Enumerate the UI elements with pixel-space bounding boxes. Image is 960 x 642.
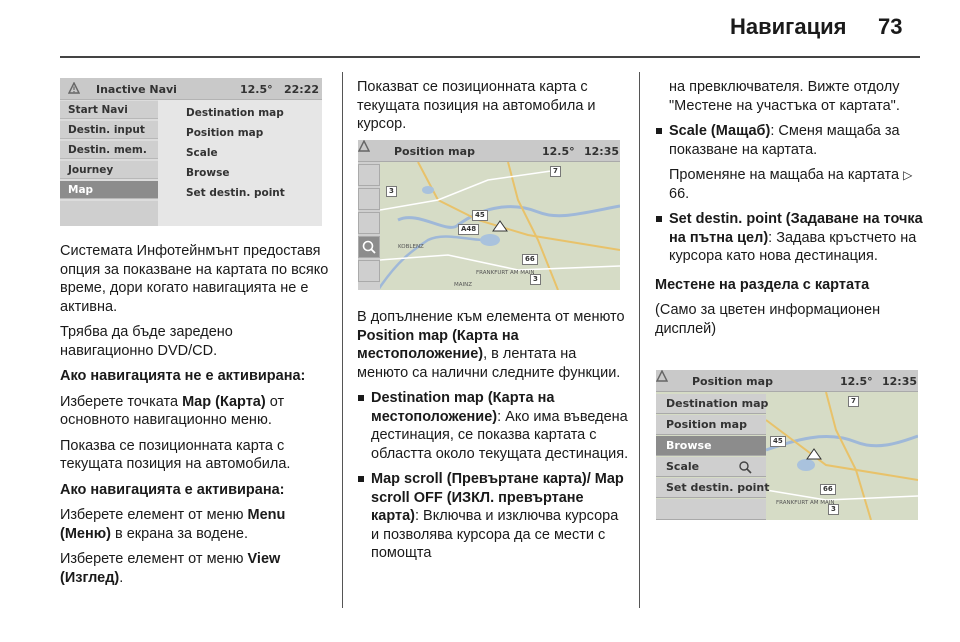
map-side-button[interactable] bbox=[358, 260, 380, 282]
screen-temperature: 12.5° bbox=[542, 145, 575, 158]
paragraph: В допълнение към елемента от менюто Position map (Карта на местоположение), в лентата на менюто са налични следните функции. bbox=[357, 309, 625, 381]
screen-time: 22:22 bbox=[284, 83, 320, 96]
screen-title: Inactive Navi bbox=[96, 83, 177, 96]
warning-icon bbox=[358, 140, 370, 152]
text-column-2-intro bbox=[357, 78, 629, 141]
paragraph: Изберете елемент от меню View (Изглед). bbox=[60, 551, 281, 586]
screen-title: Position map bbox=[394, 145, 475, 158]
warning-icon bbox=[656, 370, 668, 382]
menu-empty-area bbox=[60, 201, 158, 226]
paragraph: на превключвателя. Вижте отдолу "Местене на участъка от картата". bbox=[669, 79, 900, 114]
bullet-item: Map scroll (Превъртане карта)/ Map scroll OFF (ИЗКЛ. превъртане карта): Включва и изключва курсора и позволява курсора да се мести с помощта bbox=[357, 470, 629, 563]
bullet-item: Scale (Мащаб): Сменя мащаба за показване на картата. bbox=[655, 122, 925, 159]
header-rule bbox=[60, 56, 920, 58]
map-city-label: FRANKFURT AM MAIN bbox=[476, 270, 535, 276]
road-sign: 7 bbox=[550, 166, 561, 177]
road-sign: 45 bbox=[770, 436, 786, 447]
road-sign: 3 bbox=[828, 504, 839, 515]
paragraph: Променяне на мащаба на картата ▷ 66. bbox=[669, 167, 913, 202]
zoom-magnifier-icon bbox=[738, 460, 752, 474]
road-sign: 7 bbox=[848, 396, 859, 407]
warning-icon bbox=[68, 82, 80, 94]
screen-temperature: 12.5° bbox=[240, 83, 273, 96]
submenu-scale[interactable]: Scale bbox=[186, 147, 218, 159]
map-graphic bbox=[358, 140, 620, 290]
road-sign: 3 bbox=[386, 186, 397, 197]
paragraph: Изберете елемент от меню Menu (Меню) в екрана за водене. bbox=[60, 507, 286, 542]
menu-item-set-destin-point[interactable]: Set destin. point bbox=[656, 478, 766, 498]
menu-empty-area bbox=[656, 499, 766, 520]
road-sign: 66 bbox=[820, 484, 836, 495]
page-header-title: Навигация bbox=[730, 14, 847, 39]
screen-time: 12:35 bbox=[882, 375, 918, 388]
paragraph: Изберете точката Map (Карта) от основното навигационно меню. bbox=[60, 393, 285, 428]
screen-status-bar bbox=[60, 78, 322, 100]
submenu-set-destin-point[interactable]: Set destin. point bbox=[186, 187, 285, 199]
road-sign: 45 bbox=[472, 210, 488, 221]
cursor-arrow-icon bbox=[492, 220, 508, 232]
menu-item-position-map[interactable]: Position map bbox=[656, 415, 766, 435]
subheading: Ако навигацията не е активирана: bbox=[60, 368, 306, 384]
map-status-bar bbox=[358, 140, 620, 162]
screen-position-map bbox=[358, 140, 620, 290]
paragraph: Показват се позиционната карта с текущата позиция на автомобила и курсор. bbox=[357, 79, 596, 132]
submenu-browse[interactable]: Browse bbox=[186, 167, 230, 179]
road-sign: A48 bbox=[458, 224, 479, 235]
map-side-button[interactable] bbox=[358, 188, 380, 210]
menu-item-start-navi[interactable]: Start Navi bbox=[60, 101, 158, 119]
paragraph: Показва се позиционната карта с текущата позиция на автомобила. bbox=[60, 437, 291, 472]
menu-item-map[interactable]: Map bbox=[60, 181, 158, 199]
menu-item-destin-input[interactable]: Destin. input bbox=[60, 121, 158, 139]
screen-time: 12:35 bbox=[584, 145, 620, 158]
zoom-magnifier-icon[interactable] bbox=[358, 236, 380, 258]
road-sign: 66 bbox=[522, 254, 538, 265]
map-city-label: MAINZ bbox=[454, 282, 473, 288]
bullet-item: Destination map (Карта на местоположение): Ако има въведена дестинация, се показва картата с областта около текущата дестинация. bbox=[357, 389, 629, 463]
screen-title: Position map bbox=[692, 375, 773, 388]
page-reference-icon: ▷ bbox=[903, 168, 913, 182]
text-column-2 bbox=[357, 308, 629, 570]
subheading: Ако навигацията е активирана: bbox=[60, 481, 285, 498]
menu-item-destin-mem[interactable]: Destin. mem. bbox=[60, 141, 158, 159]
text-column-1 bbox=[60, 242, 330, 594]
menu-item-destination-map[interactable]: Destination map bbox=[656, 394, 766, 414]
page-number: 73 bbox=[878, 14, 903, 39]
screen-temperature: 12.5° bbox=[840, 375, 873, 388]
bullet-item: Set destin. point (Задаване на точка на пътна цел): Задава кръстчето на курсора като нова дестинация. bbox=[655, 210, 925, 266]
submenu-position-map[interactable]: Position map bbox=[186, 127, 264, 139]
menu-item-scale[interactable]: Scale bbox=[656, 457, 766, 477]
column-divider-2 bbox=[639, 72, 640, 608]
submenu-destination-map[interactable]: Destination map bbox=[186, 107, 284, 119]
map-side-button[interactable] bbox=[358, 164, 380, 186]
screen-position-map-menu bbox=[656, 370, 918, 520]
paragraph: Системата Инфотейнмънт предоставя опция за показване на картата по всяко време, дори когато навигацията не е активна. bbox=[60, 243, 329, 315]
map-city-label: KOBLENZ bbox=[398, 244, 424, 250]
menu-item-journey[interactable]: Journey bbox=[60, 161, 158, 179]
paragraph: (Само за цветен информационен дисплей) bbox=[655, 302, 881, 337]
road-sign: 3 bbox=[530, 274, 541, 285]
menu-item-browse[interactable]: Browse bbox=[656, 436, 766, 456]
paragraph: Трябва да бъде заредено навигационно DVD/CD. bbox=[60, 324, 233, 359]
map-status-bar bbox=[656, 370, 918, 392]
screen-inactive-navi bbox=[60, 78, 322, 226]
cursor-arrow-icon bbox=[806, 448, 822, 460]
section-heading: Местене на раздела с картата bbox=[655, 276, 870, 293]
column-divider-1 bbox=[342, 72, 343, 608]
map-city-label: FRANKFURT AM MAIN bbox=[776, 500, 835, 506]
map-side-button[interactable] bbox=[358, 212, 380, 234]
text-column-3 bbox=[655, 78, 925, 345]
